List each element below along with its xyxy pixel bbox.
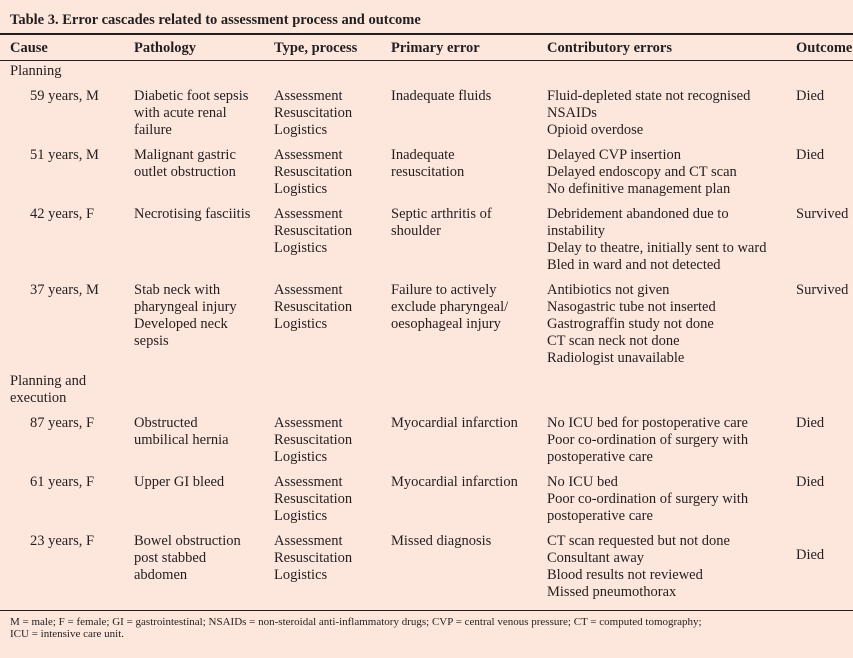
section-row bbox=[0, 61, 853, 85]
pathology-line: Obstructed bbox=[134, 415, 198, 431]
table-row bbox=[0, 411, 853, 470]
type-line: Resuscitation bbox=[274, 105, 353, 121]
type-line: Logistics bbox=[274, 508, 328, 524]
pathology-cell bbox=[134, 84, 274, 143]
contributory-error-line: Bled in ward and not detected bbox=[547, 257, 721, 273]
primary-error-line: Failure to actively bbox=[391, 282, 497, 298]
primary-error-line: Missed diagnosis bbox=[391, 533, 492, 549]
footnote-line: M = male; F = female; GI = gastrointestinal; NSAIDs = non-steroidal anti-inflammatory drugs; CVP = central venous pressure; CT = computed tomography; bbox=[10, 616, 702, 628]
header-pathology: Pathology bbox=[134, 36, 274, 61]
contributory-errors-cell bbox=[547, 84, 796, 143]
pathology-cell bbox=[134, 529, 274, 605]
contributory-errors-cell bbox=[547, 411, 796, 470]
pathology-line: outlet obstruction bbox=[134, 164, 236, 180]
header-outcome: Outcome bbox=[796, 36, 853, 61]
header-primary: Primary error bbox=[391, 36, 547, 61]
contributory-error-line: Antibiotics not given bbox=[547, 282, 670, 298]
bottom-rule bbox=[0, 610, 853, 611]
outcome-cell: Died bbox=[796, 147, 825, 163]
error-cascade-table bbox=[0, 36, 853, 605]
pathology-cell bbox=[134, 143, 274, 202]
contributory-error-line: Debridement abandoned due to bbox=[547, 206, 729, 222]
primary-error-cell bbox=[391, 411, 547, 470]
outcome-cell: Died bbox=[796, 547, 825, 563]
primary-error-cell bbox=[391, 202, 547, 278]
contributory-error-line: CT scan neck not done bbox=[547, 333, 680, 349]
header-cause: Cause bbox=[0, 36, 134, 61]
contributory-error-line: postoperative care bbox=[547, 449, 653, 465]
type-line: Resuscitation bbox=[274, 223, 353, 239]
contributory-error-line: Opioid overdose bbox=[547, 122, 644, 138]
pathology-line: Diabetic foot sepsis bbox=[134, 88, 249, 104]
primary-error-line: Myocardial infarction bbox=[391, 415, 518, 431]
primary-error-line: Septic arthritis of bbox=[391, 206, 492, 222]
contributory-error-line: Delayed endoscopy and CT scan bbox=[547, 164, 737, 180]
primary-error-line: Myocardial infarction bbox=[391, 474, 518, 490]
pathology-line: pharyngeal injury bbox=[134, 299, 237, 315]
outcome-cell: Died bbox=[796, 415, 825, 431]
contributory-error-line: NSAIDs bbox=[547, 105, 597, 121]
cause-cell: 37 years, M bbox=[30, 282, 99, 298]
type-line: Logistics bbox=[274, 449, 328, 465]
contributory-error-line: CT scan requested but not done bbox=[547, 533, 730, 549]
primary-error-line: Inadequate bbox=[391, 147, 455, 163]
type-line: Logistics bbox=[274, 567, 328, 583]
contributory-error-line: Radiologist unavailable bbox=[547, 350, 685, 366]
contributory-error-line: Poor co-ordination of surgery with bbox=[547, 491, 749, 507]
type-line: Resuscitation bbox=[274, 432, 353, 448]
table-row bbox=[0, 529, 853, 605]
pathology-line: Malignant gastric bbox=[134, 147, 236, 163]
contributory-error-line: postoperative care bbox=[547, 508, 653, 524]
type-cell bbox=[274, 143, 391, 202]
type-cell bbox=[274, 84, 391, 143]
contributory-error-line: No ICU bed for postoperative care bbox=[547, 415, 748, 431]
cause-cell: 87 years, F bbox=[30, 415, 95, 431]
contributory-error-line: Poor co-ordination of surgery with bbox=[547, 432, 749, 448]
cause-cell: 59 years, M bbox=[30, 88, 99, 104]
cause-cell: 51 years, M bbox=[30, 147, 99, 163]
pathology-line: Necrotising fasciitis bbox=[134, 206, 251, 222]
type-line: Logistics bbox=[274, 122, 328, 138]
contributory-error-line: Fluid-depleted state not recognised bbox=[547, 88, 751, 104]
type-line: Logistics bbox=[274, 181, 328, 197]
primary-error-cell bbox=[391, 470, 547, 529]
table-row bbox=[0, 84, 853, 143]
contributory-error-line: instability bbox=[547, 223, 605, 239]
contributory-error-line: Consultant away bbox=[547, 550, 645, 566]
type-line: Resuscitation bbox=[274, 164, 353, 180]
cause-cell: 61 years, F bbox=[30, 474, 95, 490]
outcome-cell: Died bbox=[796, 474, 825, 490]
outcome-cell: Survived bbox=[796, 282, 849, 298]
outcome-cell: Died bbox=[796, 88, 825, 104]
type-line: Logistics bbox=[274, 316, 328, 332]
type-line: Logistics bbox=[274, 240, 328, 256]
contributory-error-line: Blood results not reviewed bbox=[547, 567, 703, 583]
table-row bbox=[0, 202, 853, 278]
header-type: Type, process bbox=[274, 36, 391, 61]
type-line: Resuscitation bbox=[274, 491, 353, 507]
primary-error-line: exclude pharyngeal/ bbox=[391, 299, 509, 315]
contributory-errors-cell bbox=[547, 470, 796, 529]
type-cell bbox=[274, 278, 391, 371]
type-line: Assessment bbox=[274, 415, 343, 431]
pathology-cell bbox=[134, 470, 274, 529]
footnote-line: ICU = intensive care unit. bbox=[10, 628, 125, 640]
primary-error-line: oesophageal injury bbox=[391, 316, 501, 332]
primary-error-line: shoulder bbox=[391, 223, 441, 239]
pathology-cell bbox=[134, 278, 274, 371]
footnote bbox=[10, 616, 790, 640]
pathology-line: Bowel obstruction bbox=[134, 533, 241, 549]
pathology-line: Developed neck bbox=[134, 316, 228, 332]
contributory-error-line: Delayed CVP insertion bbox=[547, 147, 681, 163]
pathology-line: post stabbed bbox=[134, 550, 207, 566]
contributory-error-line: Missed pneumothorax bbox=[547, 584, 677, 600]
type-cell bbox=[274, 202, 391, 278]
type-cell bbox=[274, 470, 391, 529]
type-cell bbox=[274, 529, 391, 605]
type-line: Resuscitation bbox=[274, 299, 353, 315]
section-row bbox=[0, 371, 853, 411]
pathology-line: with acute renal bbox=[134, 105, 227, 121]
pathology-line: abdomen bbox=[134, 567, 188, 583]
pathology-line: umbilical hernia bbox=[134, 432, 229, 448]
type-line: Assessment bbox=[274, 147, 343, 163]
primary-error-cell bbox=[391, 84, 547, 143]
pathology-line: Stab neck with bbox=[134, 282, 221, 298]
contributory-error-line: No definitive management plan bbox=[547, 181, 731, 197]
pathology-cell bbox=[134, 411, 274, 470]
section-label-line: Planning and bbox=[10, 373, 87, 389]
section-label: Planning bbox=[10, 63, 62, 79]
type-line: Assessment bbox=[274, 88, 343, 104]
header-row bbox=[0, 36, 853, 61]
type-line: Assessment bbox=[274, 474, 343, 490]
contributory-error-line: No ICU bed bbox=[547, 474, 618, 490]
primary-error-line: resuscitation bbox=[391, 164, 465, 180]
contributory-errors-cell bbox=[547, 278, 796, 371]
table-row bbox=[0, 278, 853, 371]
pathology-line: Upper GI bleed bbox=[134, 474, 225, 490]
section-label bbox=[0, 371, 853, 411]
type-line: Assessment bbox=[274, 206, 343, 222]
cause-cell: 23 years, F bbox=[30, 533, 95, 549]
title-rule bbox=[0, 33, 853, 35]
pathology-line: sepsis bbox=[134, 333, 169, 349]
header-contributory: Contributory errors bbox=[547, 36, 796, 61]
contributory-errors-cell bbox=[547, 143, 796, 202]
primary-error-cell bbox=[391, 529, 547, 605]
type-line: Resuscitation bbox=[274, 550, 353, 566]
contributory-error-line: Gastrograffin study not done bbox=[547, 316, 714, 332]
cause-cell: 42 years, F bbox=[30, 206, 95, 222]
table-row bbox=[0, 470, 853, 529]
contributory-errors-cell bbox=[547, 202, 796, 278]
contributory-error-line: Delay to theatre, initially sent to ward bbox=[547, 240, 767, 256]
pathology-cell bbox=[134, 202, 274, 278]
primary-error-line: Inadequate fluids bbox=[391, 88, 492, 104]
section-label-line: execution bbox=[10, 390, 67, 406]
pathology-line: failure bbox=[134, 122, 172, 138]
contributory-errors-cell bbox=[547, 529, 796, 605]
type-line: Assessment bbox=[274, 282, 343, 298]
table-title: Table 3. Error cascades related to assessment process and outcome bbox=[10, 12, 421, 28]
type-cell bbox=[274, 411, 391, 470]
outcome-cell: Survived bbox=[796, 206, 849, 222]
type-line: Assessment bbox=[274, 533, 343, 549]
primary-error-cell bbox=[391, 143, 547, 202]
primary-error-cell bbox=[391, 278, 547, 371]
contributory-error-line: Nasogastric tube not inserted bbox=[547, 299, 716, 315]
table-row bbox=[0, 143, 853, 202]
